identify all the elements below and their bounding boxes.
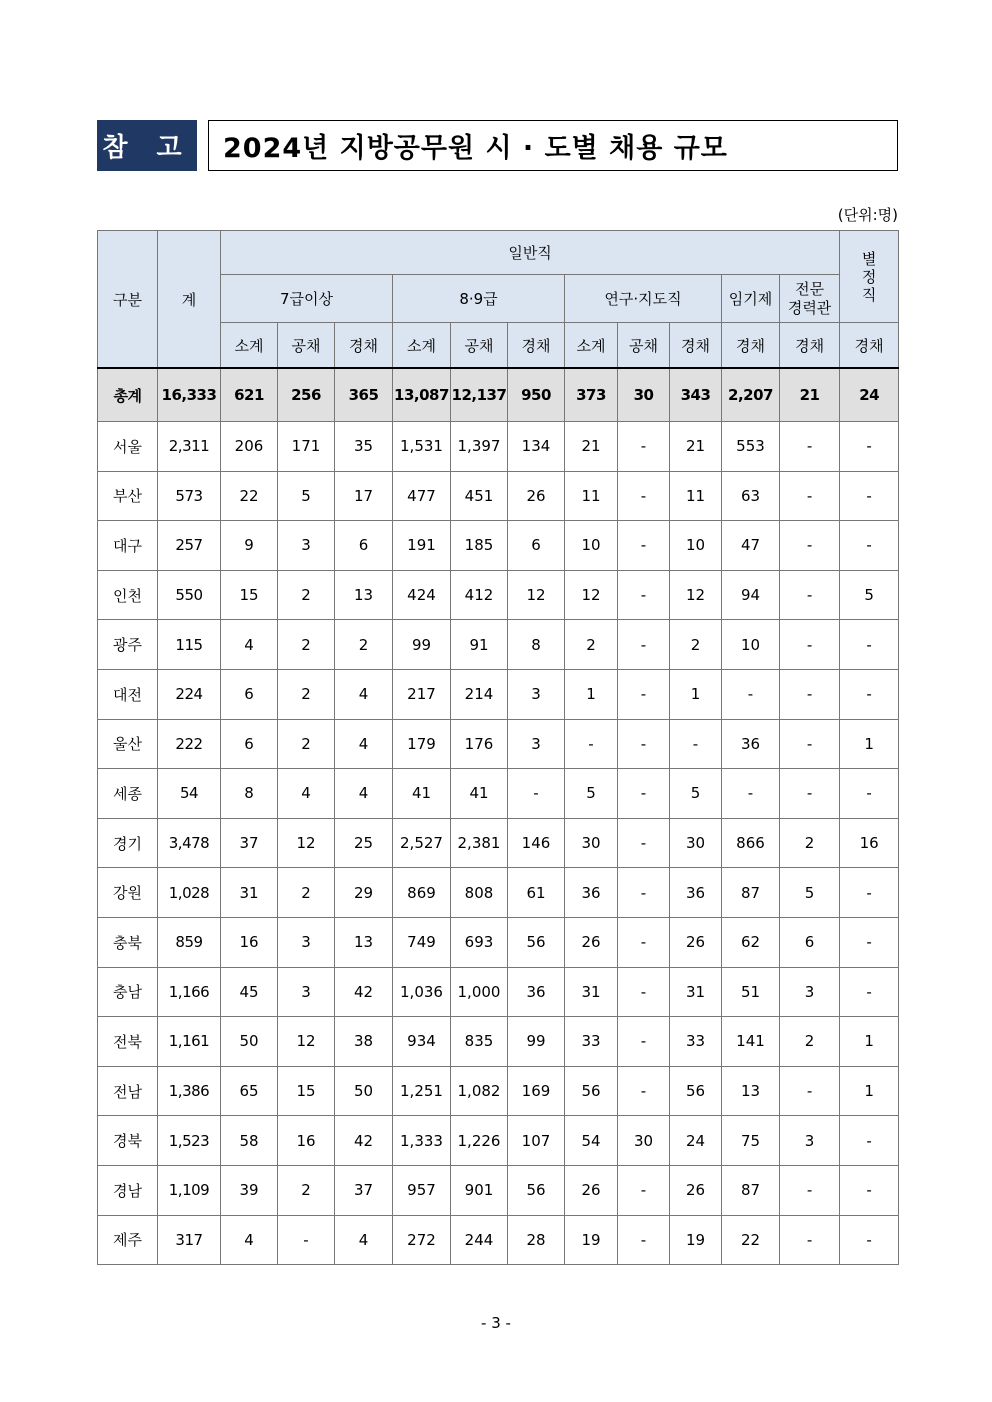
value-cell: 693 xyxy=(451,917,508,967)
region-cell: 경남 xyxy=(98,1165,158,1215)
value-cell: 12 xyxy=(508,570,565,620)
value-cell: 3 xyxy=(278,521,335,571)
value-cell: - xyxy=(618,669,670,719)
value-cell: 13,087 xyxy=(393,368,451,422)
leaf-gyeongchae: 경채 xyxy=(335,323,393,369)
table-row xyxy=(98,1017,899,1067)
value-cell: 13 xyxy=(722,1066,780,1116)
region-cell: 경북 xyxy=(98,1116,158,1166)
recruitment-table xyxy=(97,230,899,1265)
value-cell: 1 xyxy=(840,1066,899,1116)
value-cell: 1,000 xyxy=(451,967,508,1017)
value-cell: 206 xyxy=(221,422,278,472)
value-cell: - xyxy=(780,669,840,719)
value-cell: - xyxy=(780,719,840,769)
total-cell: 1,028 xyxy=(158,868,221,918)
value-cell: 36 xyxy=(670,868,722,918)
header-grade89: 8·9급 xyxy=(393,275,565,323)
leaf-gongchae: 공채 xyxy=(618,323,670,369)
value-cell: 15 xyxy=(221,570,278,620)
value-cell: 56 xyxy=(565,1066,618,1116)
value-cell: 51 xyxy=(722,967,780,1017)
value-cell: - xyxy=(780,1215,840,1265)
value-cell: 185 xyxy=(451,521,508,571)
value-cell: 94 xyxy=(722,570,780,620)
region-cell: 제주 xyxy=(98,1215,158,1265)
value-cell: - xyxy=(618,1017,670,1067)
value-cell: - xyxy=(722,669,780,719)
value-cell: 1,397 xyxy=(451,422,508,472)
value-cell: 10 xyxy=(670,521,722,571)
value-cell: 26 xyxy=(670,1165,722,1215)
value-cell: 6 xyxy=(780,917,840,967)
value-cell: 26 xyxy=(565,1165,618,1215)
total-cell: 1,166 xyxy=(158,967,221,1017)
value-cell: 99 xyxy=(393,620,451,670)
value-cell: 56 xyxy=(508,917,565,967)
value-cell: 2 xyxy=(278,868,335,918)
leaf-gongchae: 공채 xyxy=(278,323,335,369)
region-cell: 충북 xyxy=(98,917,158,967)
total-cell: 573 xyxy=(158,471,221,521)
table-row xyxy=(98,719,899,769)
value-cell: 12 xyxy=(670,570,722,620)
reference-badge: 참 고 xyxy=(97,120,197,171)
value-cell: 451 xyxy=(451,471,508,521)
region-cell: 광주 xyxy=(98,620,158,670)
value-cell: 4 xyxy=(335,719,393,769)
table-row xyxy=(98,769,899,819)
value-cell: 2 xyxy=(335,620,393,670)
value-cell: 87 xyxy=(722,868,780,918)
value-cell: - xyxy=(840,422,899,472)
value-cell: 553 xyxy=(722,422,780,472)
value-cell: 2 xyxy=(278,719,335,769)
value-cell: 19 xyxy=(565,1215,618,1265)
header-gubun: 구분 xyxy=(98,231,158,369)
value-cell: - xyxy=(508,769,565,819)
value-cell: 26 xyxy=(508,471,565,521)
value-cell: 4 xyxy=(335,669,393,719)
value-cell: 9 xyxy=(221,521,278,571)
value-cell: 26 xyxy=(565,917,618,967)
value-cell: 50 xyxy=(335,1066,393,1116)
total-cell: 550 xyxy=(158,570,221,620)
total-cell: 859 xyxy=(158,917,221,967)
value-cell: 256 xyxy=(278,368,335,422)
value-cell: 54 xyxy=(565,1116,618,1166)
value-cell: 2 xyxy=(780,818,840,868)
value-cell: 1 xyxy=(565,669,618,719)
value-cell: 19 xyxy=(670,1215,722,1265)
value-cell: 373 xyxy=(565,368,618,422)
value-cell: 5 xyxy=(278,471,335,521)
value-cell: 36 xyxy=(565,868,618,918)
value-cell: 13 xyxy=(335,917,393,967)
value-cell: 3 xyxy=(278,967,335,1017)
value-cell: 2 xyxy=(670,620,722,670)
value-cell: 13 xyxy=(335,570,393,620)
value-cell: 134 xyxy=(508,422,565,472)
value-cell: 2,527 xyxy=(393,818,451,868)
value-cell: 1,226 xyxy=(451,1116,508,1166)
value-cell: - xyxy=(840,967,899,1017)
value-cell: 477 xyxy=(393,471,451,521)
value-cell: - xyxy=(618,967,670,1017)
region-cell: 총계 xyxy=(98,368,158,422)
value-cell: 31 xyxy=(221,868,278,918)
value-cell: - xyxy=(840,1116,899,1166)
table-row xyxy=(98,967,899,1017)
value-cell: - xyxy=(840,521,899,571)
value-cell: 75 xyxy=(722,1116,780,1166)
value-cell: 8 xyxy=(221,769,278,819)
value-cell: 191 xyxy=(393,521,451,571)
value-cell: 31 xyxy=(565,967,618,1017)
value-cell: 38 xyxy=(335,1017,393,1067)
value-cell: 12 xyxy=(565,570,618,620)
value-cell: - xyxy=(618,1165,670,1215)
value-cell: 169 xyxy=(508,1066,565,1116)
leaf-sogye: 소계 xyxy=(565,323,618,369)
value-cell: 56 xyxy=(508,1165,565,1215)
value-cell: 56 xyxy=(670,1066,722,1116)
value-cell: 3 xyxy=(780,967,840,1017)
page-number: - 3 - xyxy=(481,1314,511,1332)
value-cell: 869 xyxy=(393,868,451,918)
value-cell: 8 xyxy=(508,620,565,670)
value-cell: 37 xyxy=(221,818,278,868)
value-cell: 1,333 xyxy=(393,1116,451,1166)
value-cell: 63 xyxy=(722,471,780,521)
title-row xyxy=(97,120,898,171)
table-row xyxy=(98,868,899,918)
total-cell: 16,333 xyxy=(158,368,221,422)
value-cell: - xyxy=(840,1165,899,1215)
value-cell: 107 xyxy=(508,1116,565,1166)
region-cell: 울산 xyxy=(98,719,158,769)
value-cell: - xyxy=(722,769,780,819)
header-special: 별 정 직 xyxy=(840,231,899,323)
value-cell: 36 xyxy=(722,719,780,769)
value-cell: 171 xyxy=(278,422,335,472)
value-cell: 3 xyxy=(508,719,565,769)
value-cell: 12,137 xyxy=(451,368,508,422)
value-cell: - xyxy=(618,818,670,868)
total-cell: 317 xyxy=(158,1215,221,1265)
table-row xyxy=(98,422,899,472)
value-cell: 141 xyxy=(722,1017,780,1067)
value-cell: - xyxy=(618,1215,670,1265)
region-cell: 인천 xyxy=(98,570,158,620)
total-cell: 54 xyxy=(158,769,221,819)
table-row xyxy=(98,1215,899,1265)
value-cell: - xyxy=(840,620,899,670)
value-cell: 91 xyxy=(451,620,508,670)
value-cell: 99 xyxy=(508,1017,565,1067)
value-cell: - xyxy=(780,422,840,472)
leaf-gyeongchae: 경채 xyxy=(670,323,722,369)
value-cell: 808 xyxy=(451,868,508,918)
value-cell: 1,531 xyxy=(393,422,451,472)
value-cell: 4 xyxy=(335,769,393,819)
total-cell: 222 xyxy=(158,719,221,769)
leaf-gyeongchae: 경채 xyxy=(508,323,565,369)
leaf-gyeongchae: 경채 xyxy=(780,323,840,369)
table-row xyxy=(98,1066,899,1116)
value-cell: - xyxy=(780,1165,840,1215)
value-cell: 62 xyxy=(722,917,780,967)
value-cell: - xyxy=(780,471,840,521)
value-cell: 412 xyxy=(451,570,508,620)
value-cell: 1 xyxy=(840,719,899,769)
value-cell: - xyxy=(840,669,899,719)
value-cell: 343 xyxy=(670,368,722,422)
value-cell: 36 xyxy=(508,967,565,1017)
value-cell: 2 xyxy=(278,620,335,670)
value-cell: 2 xyxy=(278,570,335,620)
value-cell: 35 xyxy=(335,422,393,472)
value-cell: - xyxy=(780,570,840,620)
header-general: 일반직 xyxy=(221,231,840,275)
value-cell: 33 xyxy=(670,1017,722,1067)
value-cell: 3 xyxy=(780,1116,840,1166)
value-cell: 2,381 xyxy=(451,818,508,868)
value-cell: 30 xyxy=(565,818,618,868)
value-cell: 1,036 xyxy=(393,967,451,1017)
value-cell: 1,082 xyxy=(451,1066,508,1116)
value-cell: 217 xyxy=(393,669,451,719)
header-expert: 전문 경력관 xyxy=(780,275,840,323)
table-row xyxy=(98,818,899,868)
header-research: 연구·지도직 xyxy=(565,275,722,323)
value-cell: 24 xyxy=(670,1116,722,1166)
value-cell: 6 xyxy=(221,669,278,719)
table-row xyxy=(98,1116,899,1166)
table-row xyxy=(98,521,899,571)
value-cell: 4 xyxy=(278,769,335,819)
value-cell: 10 xyxy=(722,620,780,670)
value-cell: - xyxy=(565,719,618,769)
table-row xyxy=(98,669,899,719)
value-cell: - xyxy=(840,769,899,819)
value-cell: 45 xyxy=(221,967,278,1017)
value-cell: 10 xyxy=(565,521,618,571)
value-cell: 3 xyxy=(508,669,565,719)
value-cell: 30 xyxy=(618,1116,670,1166)
value-cell: 5 xyxy=(565,769,618,819)
value-cell: - xyxy=(618,422,670,472)
value-cell: 25 xyxy=(335,818,393,868)
region-cell: 경기 xyxy=(98,818,158,868)
value-cell: - xyxy=(840,471,899,521)
value-cell: 1,251 xyxy=(393,1066,451,1116)
total-cell: 257 xyxy=(158,521,221,571)
value-cell: 26 xyxy=(670,917,722,967)
value-cell: 866 xyxy=(722,818,780,868)
value-cell: 50 xyxy=(221,1017,278,1067)
value-cell: - xyxy=(618,769,670,819)
value-cell: 6 xyxy=(221,719,278,769)
value-cell: 16 xyxy=(221,917,278,967)
value-cell: 365 xyxy=(335,368,393,422)
leaf-gyeongchae: 경채 xyxy=(840,323,899,369)
value-cell: 28 xyxy=(508,1215,565,1265)
region-cell: 부산 xyxy=(98,471,158,521)
value-cell: - xyxy=(618,719,670,769)
value-cell: 272 xyxy=(393,1215,451,1265)
leaf-sogye: 소계 xyxy=(393,323,451,369)
value-cell: 30 xyxy=(618,368,670,422)
value-cell: 4 xyxy=(335,1215,393,1265)
value-cell: 24 xyxy=(840,368,899,422)
leaf-gyeongchae: 경채 xyxy=(722,323,780,369)
value-cell: 6 xyxy=(335,521,393,571)
value-cell: 6 xyxy=(508,521,565,571)
table-body xyxy=(98,368,899,1265)
value-cell: 1 xyxy=(840,1017,899,1067)
value-cell: 901 xyxy=(451,1165,508,1215)
value-cell: 3 xyxy=(278,917,335,967)
value-cell: 21 xyxy=(780,368,840,422)
total-cell: 2,311 xyxy=(158,422,221,472)
value-cell: 2 xyxy=(278,669,335,719)
value-cell: - xyxy=(618,917,670,967)
value-cell: 621 xyxy=(221,368,278,422)
value-cell: - xyxy=(618,521,670,571)
value-cell: 42 xyxy=(335,967,393,1017)
value-cell: 2 xyxy=(780,1017,840,1067)
value-cell: 2,207 xyxy=(722,368,780,422)
value-cell: - xyxy=(780,1066,840,1116)
value-cell: 214 xyxy=(451,669,508,719)
header-temp: 임기제 xyxy=(722,275,780,323)
value-cell: 179 xyxy=(393,719,451,769)
table-row xyxy=(98,471,899,521)
page-title: 2024년 지방공무원 시 · 도별 채용 규모 xyxy=(208,120,898,171)
value-cell: - xyxy=(618,570,670,620)
region-cell: 전북 xyxy=(98,1017,158,1067)
value-cell: 146 xyxy=(508,818,565,868)
value-cell: - xyxy=(840,868,899,918)
value-cell: 2 xyxy=(278,1165,335,1215)
value-cell: 1 xyxy=(670,669,722,719)
leaf-sogye: 소계 xyxy=(221,323,278,369)
value-cell: 4 xyxy=(221,620,278,670)
region-cell: 대구 xyxy=(98,521,158,571)
value-cell: 87 xyxy=(722,1165,780,1215)
value-cell: - xyxy=(618,868,670,918)
header-total: 계 xyxy=(158,231,221,369)
region-cell: 강원 xyxy=(98,868,158,918)
value-cell: 29 xyxy=(335,868,393,918)
value-cell: 42 xyxy=(335,1116,393,1166)
total-row xyxy=(98,368,899,422)
value-cell: 2 xyxy=(565,620,618,670)
value-cell: 934 xyxy=(393,1017,451,1067)
value-cell: 176 xyxy=(451,719,508,769)
total-cell: 115 xyxy=(158,620,221,670)
value-cell: 424 xyxy=(393,570,451,620)
value-cell: - xyxy=(780,620,840,670)
value-cell: - xyxy=(670,719,722,769)
table-row xyxy=(98,1165,899,1215)
value-cell: 33 xyxy=(565,1017,618,1067)
value-cell: 950 xyxy=(508,368,565,422)
total-cell: 1,523 xyxy=(158,1116,221,1166)
value-cell: 17 xyxy=(335,471,393,521)
value-cell: - xyxy=(780,521,840,571)
value-cell: 58 xyxy=(221,1116,278,1166)
region-cell: 전남 xyxy=(98,1066,158,1116)
value-cell: 749 xyxy=(393,917,451,967)
value-cell: 11 xyxy=(670,471,722,521)
value-cell: 5 xyxy=(840,570,899,620)
value-cell: 22 xyxy=(722,1215,780,1265)
value-cell: 41 xyxy=(393,769,451,819)
region-cell: 대전 xyxy=(98,669,158,719)
header-grade7: 7급이상 xyxy=(221,275,393,323)
table-row xyxy=(98,917,899,967)
value-cell: 61 xyxy=(508,868,565,918)
value-cell: 47 xyxy=(722,521,780,571)
table-row xyxy=(98,620,899,670)
value-cell: 5 xyxy=(670,769,722,819)
value-cell: 15 xyxy=(278,1066,335,1116)
value-cell: 244 xyxy=(451,1215,508,1265)
value-cell: 16 xyxy=(840,818,899,868)
value-cell: 21 xyxy=(670,422,722,472)
value-cell: 21 xyxy=(565,422,618,472)
value-cell: 30 xyxy=(670,818,722,868)
value-cell: 65 xyxy=(221,1066,278,1116)
value-cell: 12 xyxy=(278,818,335,868)
value-cell: 16 xyxy=(278,1116,335,1166)
value-cell: - xyxy=(840,917,899,967)
unit-label: (단위:명) xyxy=(837,206,898,224)
total-cell: 1,386 xyxy=(158,1066,221,1116)
value-cell: 41 xyxy=(451,769,508,819)
value-cell: - xyxy=(840,1215,899,1265)
value-cell: - xyxy=(278,1215,335,1265)
value-cell: - xyxy=(618,620,670,670)
table-row xyxy=(98,570,899,620)
value-cell: 31 xyxy=(670,967,722,1017)
value-cell: 12 xyxy=(278,1017,335,1067)
value-cell: - xyxy=(780,769,840,819)
value-cell: 4 xyxy=(221,1215,278,1265)
value-cell: 22 xyxy=(221,471,278,521)
region-cell: 서울 xyxy=(98,422,158,472)
value-cell: 5 xyxy=(780,868,840,918)
total-cell: 224 xyxy=(158,669,221,719)
total-cell: 1,109 xyxy=(158,1165,221,1215)
region-cell: 세종 xyxy=(98,769,158,819)
leaf-gongchae: 공채 xyxy=(451,323,508,369)
value-cell: - xyxy=(618,1066,670,1116)
total-cell: 3,478 xyxy=(158,818,221,868)
value-cell: 37 xyxy=(335,1165,393,1215)
value-cell: 957 xyxy=(393,1165,451,1215)
value-cell: 11 xyxy=(565,471,618,521)
region-cell: 충남 xyxy=(98,967,158,1017)
total-cell: 1,161 xyxy=(158,1017,221,1067)
value-cell: - xyxy=(618,471,670,521)
value-cell: 835 xyxy=(451,1017,508,1067)
value-cell: 39 xyxy=(221,1165,278,1215)
